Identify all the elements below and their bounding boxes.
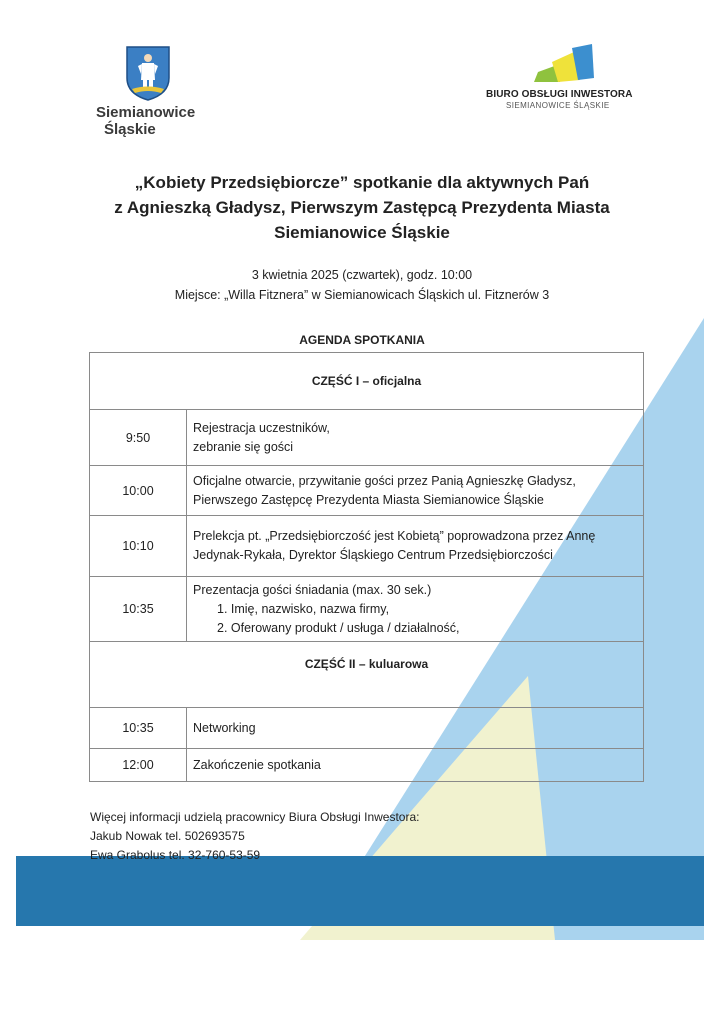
- agenda-description-line: Prezentacja gości śniadania (max. 30 sek.): [193, 582, 432, 597]
- event-title: [60, 170, 664, 245]
- agenda-list-item: 1. Imię, nazwisko, nazwa firmy,: [217, 601, 390, 616]
- agenda-time: 10:35: [90, 708, 187, 749]
- agenda-description-line: zebranie się gości: [193, 439, 294, 454]
- city-name-line1: Siemianowice: [96, 104, 196, 121]
- contact-info: [90, 808, 590, 865]
- event-title-line3: Siemianowice Śląskie: [274, 223, 450, 242]
- agenda-row: [90, 708, 644, 749]
- event-place: Miejsce: „Willa Fitznera” w Siemianowicach Śląskich ul. Fitznerów 3: [174, 288, 550, 302]
- agenda-description: [187, 708, 644, 749]
- agenda-row: [90, 466, 644, 516]
- agenda-time: 9:50: [90, 410, 187, 466]
- contact-person-1: Jakub Nowak tel. 502693575: [90, 829, 245, 843]
- agenda-description: [187, 749, 644, 782]
- investor-office-mark-icon: [530, 42, 596, 88]
- investor-office-title: BIURO OBSŁUGI INWESTORA: [486, 89, 633, 100]
- agenda-time: 12:00: [90, 749, 187, 782]
- event-info: [60, 265, 664, 305]
- agenda-time: 10:35: [90, 577, 187, 642]
- city-crest-icon: [124, 44, 172, 102]
- agenda-row: [90, 410, 644, 466]
- agenda-description-line: Oficjalne otwarcie, przywitanie gości przez Panią Agnieszkę Gładysz,: [193, 473, 576, 488]
- agenda-row: [90, 516, 644, 577]
- agenda-description: [187, 466, 644, 516]
- agenda-section-2: CZĘŚĆ II – kuluarowa: [90, 642, 644, 708]
- agenda-time: 10:10: [90, 516, 187, 577]
- city-name-line2: Śląskie: [104, 121, 156, 138]
- event-title-line2: z Agnieszką Gładysz, Pierwszym Zastępcą Prezydenta Miasta: [114, 198, 610, 217]
- agenda-section-1: CZĘŚĆ I – oficjalna: [90, 353, 644, 410]
- agenda-description-line: Networking: [193, 720, 256, 735]
- agenda-description-line: Rejestracja uczestników,: [193, 420, 330, 435]
- city-name: [96, 104, 206, 138]
- agenda-time: 10:00: [90, 466, 187, 516]
- investor-office-logo: [484, 42, 654, 112]
- agenda-section-row: [90, 353, 644, 410]
- agenda-row: [90, 577, 644, 642]
- agenda-section-row: [90, 642, 644, 708]
- agenda-description: [187, 516, 644, 577]
- agenda-description: [187, 410, 644, 466]
- agenda-description-line: Zakończenie spotkania: [193, 757, 321, 772]
- agenda-description-line: Jedynak-Rykała, Dyrektor Śląskiego Centrum Przedsiębiorczości: [193, 548, 553, 562]
- agenda-title: AGENDA SPOTKANIA: [299, 333, 425, 347]
- investor-office-subtitle: SIEMIANOWICE ŚLĄSKIE: [506, 101, 610, 110]
- contact-intro: Więcej informacji udzielą pracownicy Biura Obsługi Inwestora:: [90, 810, 420, 824]
- contact-person-2: Ewa Grabolus tel. 32-760-53-59: [90, 848, 261, 862]
- agenda-description: [187, 577, 644, 642]
- event-title-line1: „Kobiety Przedsiębiorcze” spotkanie dla aktywnych Pań: [134, 173, 590, 192]
- agenda-table: [89, 352, 644, 782]
- agenda-description-line: Prelekcja pt. „Przedsiębiorczość jest Kobietą” poprowadzona przez Annę: [193, 529, 596, 543]
- bottom-blue-band: [16, 856, 704, 926]
- event-date: 3 kwietnia 2025 (czwartek), godz. 10:00: [251, 268, 473, 282]
- agenda-description-line: Pierwszego Zastępcę Prezydenta Miasta Siemianowice Śląskie: [193, 492, 544, 507]
- agenda-list-item: 2. Oferowany produkt / usługa / działalność,: [217, 620, 460, 635]
- agenda-row: [90, 749, 644, 782]
